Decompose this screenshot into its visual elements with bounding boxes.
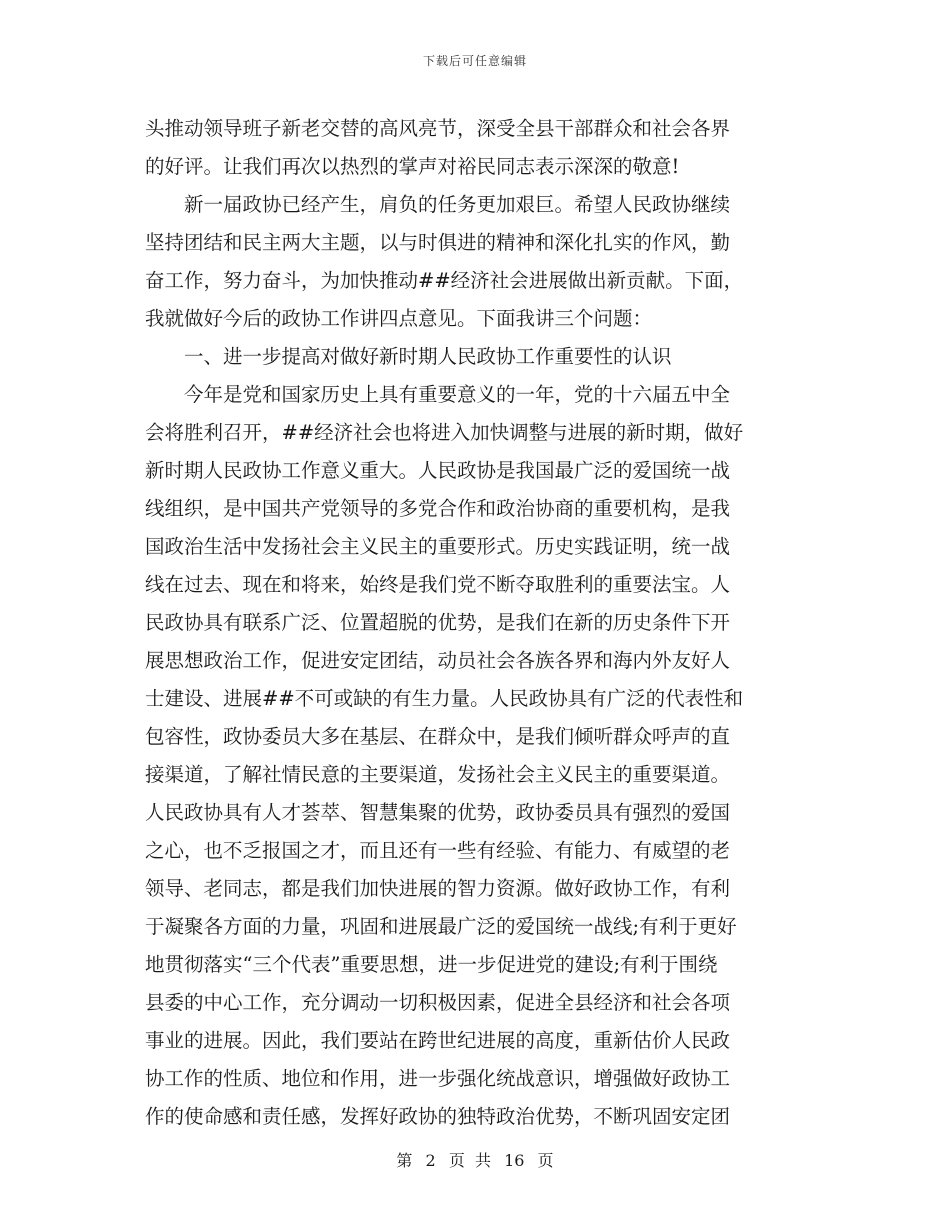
footer-prefix: 第 <box>396 1151 413 1170</box>
text-line: 新时期人民政协工作意义重大。人民政协是我国最广泛的爱国统一战 <box>145 459 731 482</box>
text-line: 会将胜利召开，##经济社会也将进入加快调整与进展的新时期，做好 <box>145 421 744 444</box>
page-footer <box>0 1148 950 1171</box>
text-line: 事业的进展。因此，我们要站在跨世纪进展的高度，重新估价人民政 <box>145 1029 731 1052</box>
text-line: 的好评。让我们再次以热烈的掌声对裕民同志表示深深的敬意! <box>145 155 680 178</box>
text-line: 于凝聚各方面的力量，巩固和进展最广泛的爱国统一战线;有利于更好 <box>145 915 737 938</box>
text-line: 线组织，是中国共产党领导的多党合作和政治协商的重要机构，是我 <box>145 497 731 520</box>
text-line: 民政协具有联系广泛、位置超脱的优势，是我们在新的历史条件下开 <box>145 611 731 634</box>
text-line: 坚持团结和民主两大主题，以与时俱进的精神和深化扎实的作风，勤 <box>145 231 731 254</box>
document-body <box>145 110 805 1136</box>
text-line: 地贯彻落实“三个代表”重要思想，进一步促进党的建设;有利于围绕 <box>145 953 718 976</box>
text-line: 国政治生活中发扬社会主义民主的重要形式。历史实践证明，统一战 <box>145 535 731 558</box>
text-line: 奋工作，努力奋斗，为加快推动##经济社会进展做出新贡献。下面， <box>145 269 744 292</box>
footer-suffix: 页 <box>537 1151 554 1170</box>
text-line: 展思想政治工作，促进安定团结，动员社会各族各界和海内外友好人 <box>145 649 731 672</box>
current-page-number: 2 <box>425 1151 436 1170</box>
text-line: 包容性，政协委员大多在基层、在群众中，是我们倾听群众呼声的直 <box>145 725 731 748</box>
text-line: 作的使命感和责任感，发挥好政协的独特政治优势，不断巩固安定团 <box>145 1105 731 1128</box>
text-line: 之心，也不乏报国之才，而且还有一些有经验、有能力、有威望的老 <box>145 839 731 862</box>
text-line: 领导、老同志，都是我们加快进展的智力资源。做好政协工作，有利 <box>145 877 731 900</box>
text-line: 县委的中心工作，充分调动一切积极因素，促进全县经济和社会各项 <box>145 991 731 1014</box>
text-line: 今年是党和国家历史上具有重要意义的一年，党的十六届五中全 <box>145 383 731 406</box>
text-line: 新一届政协已经产生，肩负的任务更加艰巨。希望人民政协继续 <box>145 193 731 216</box>
text-line: 我就做好今后的政协工作讲四点意见。下面我讲三个问题： <box>145 307 653 330</box>
footer-middle: 页 共 <box>448 1151 491 1170</box>
text-line: 士建设、进展##不可或缺的有生力量。人民政协具有广泛的代表性和 <box>145 687 744 710</box>
text-line: 头推动领导班子新老交替的高风亮节，深受全县干部群众和社会各界 <box>145 117 731 140</box>
text-line: 线在过去、现在和将来，始终是我们党不断夺取胜利的重要法宝。人 <box>145 573 731 596</box>
total-pages-number: 16 <box>504 1151 525 1170</box>
text-line: 协工作的性质、地位和作用，进一步强化统战意识，增强做好政协工 <box>145 1067 731 1090</box>
page-header-note: 下载后可任意编辑 <box>422 54 527 68</box>
text-line: 人民政协具有人才荟萃、智慧集聚的优势，政协委员具有强烈的爱国 <box>145 801 731 824</box>
text-line: 接渠道，了解社情民意的主要渠道，发扬社会主义民主的重要渠道。 <box>145 763 731 786</box>
text-line: 一、进一步提高对做好新时期人民政协工作重要性的认识 <box>145 345 672 368</box>
